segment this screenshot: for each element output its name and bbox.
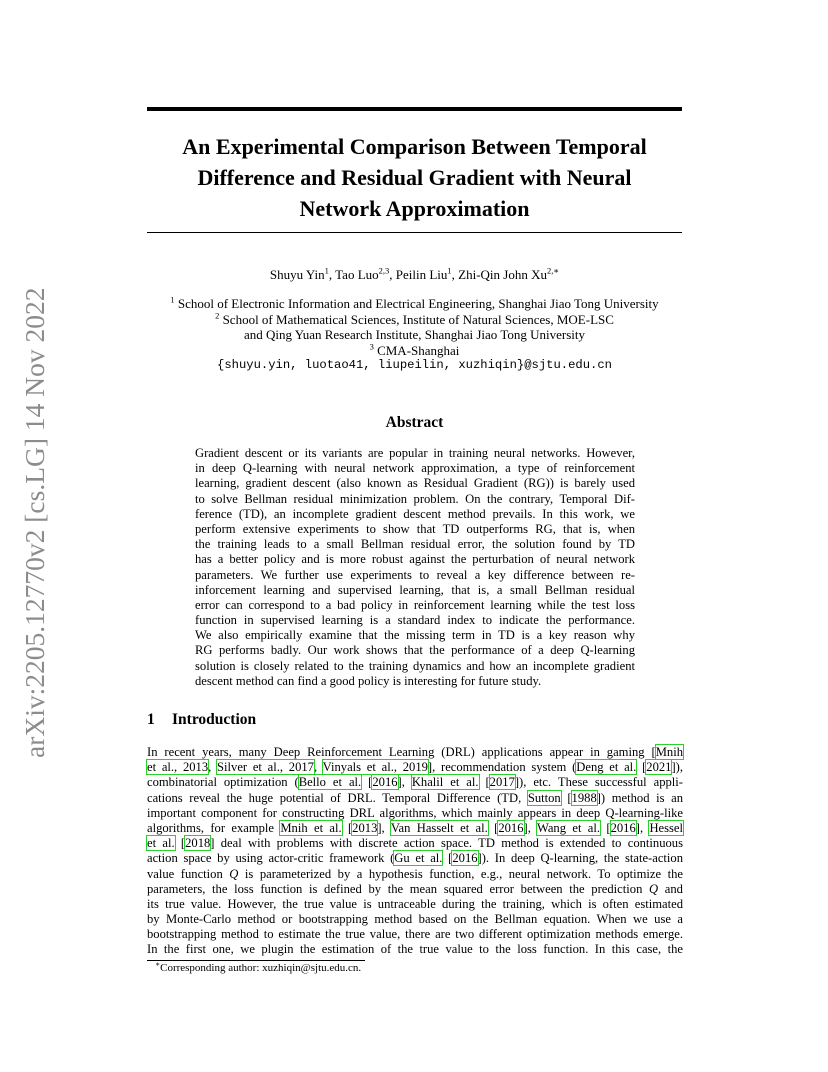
author-name: Zhi-Qin John Xu [458, 267, 547, 282]
affiliations [147, 296, 682, 374]
math-symbol: Q [229, 866, 239, 881]
affiliation-text: School of Electronic Information and Electrical Engineering, Shanghai Jiao Tong University [177, 296, 659, 311]
citation-link[interactable]: Bello et al. [298, 775, 362, 790]
citation-link[interactable]: Deng et al. [576, 760, 637, 775]
body-line: bootstrapping method to estimate the true value, there are two different optimization methods emerge. [147, 927, 683, 942]
section-number: 1 [147, 711, 155, 728]
footnote-rule [147, 960, 365, 961]
affiliation-mark: 2 [215, 310, 220, 321]
body-line: parameters, the loss function is defined by the mean squared error between the prediction Q and [147, 881, 683, 896]
abstract-line: Gradient descent or its variants are popular in training neural networks. However, [195, 446, 635, 460]
author-name: Shuyu Yin [269, 267, 325, 282]
affiliation-line [147, 312, 682, 328]
abstract-line: function in supervised learning is a standard index to indicate the performance. [195, 613, 635, 628]
affiliation-mark: 3 [369, 341, 374, 352]
section-title: Introduction [172, 711, 257, 728]
citation-link[interactable]: Mnih et al. [280, 820, 342, 835]
citation-link[interactable]: 2021 [646, 760, 672, 775]
citation-link[interactable]: 2018 [185, 836, 211, 851]
body-line: et al. [2018] deal with problems with discrete action space. TD method is extended to continuous [147, 836, 683, 851]
title-line: An Experimental Comparison Between Temporal [182, 134, 647, 159]
affiliation-line: and Qing Yuan Research Institute, Shanghai Jiao Tong University [243, 327, 585, 343]
body-line: action space by using actor-critic framework (Gu et al. [2016]). In deep Q-learning, the state-action [147, 851, 684, 866]
abstract-line: error can correspond to a bad policy in reinforcement learning while the test loss [195, 597, 635, 612]
body-line: important component for constructing DRL algorithms, which mainly appears in deep Q-learning-like [147, 805, 683, 820]
citation-link[interactable]: 2016 [498, 820, 524, 835]
abstract-line: ference (TD), an incomplete gradient descent method prevails. In this work, we [195, 506, 635, 521]
title-top-rule [147, 107, 682, 111]
abstract-line: We also empirically examine that the missing term in TD is a key reason why [195, 628, 635, 643]
citation-link[interactable]: Vinyals et al., 2019 [322, 760, 428, 775]
author-affiliation-mark: 2,3 [378, 265, 390, 276]
title-line: Difference and Residual Gradient with Neural [197, 165, 632, 190]
citation-link[interactable]: Gu et al. [394, 851, 443, 866]
abstract-line: learning, gradient descent (also known as Residual Gradient (RG)) is barely used [195, 476, 635, 491]
body-line: by Monte-Carlo method or bootstrapping method based on the Bellman equation. When we use a [147, 912, 683, 927]
body-line: In recent years, many Deep Reinforcement Learning (DRL) applications appear in gaming [Mnih [147, 745, 683, 759]
abstract-line: the training leads to a small Bellman residual error, the solution found by TD [195, 537, 635, 552]
citation-link[interactable]: Wang et al. [536, 820, 601, 835]
arxiv-identifier: arXiv:2205.12770v2 [cs.LG] 14 Nov 2022 [19, 287, 50, 758]
footnote-text: Corresponding author: xuzhiqin@sjtu.edu.cn. [160, 962, 362, 974]
author-name: Tao Luo [335, 267, 379, 282]
author-affiliation-mark: 1 [447, 265, 452, 276]
citation-link[interactable]: 2016 [372, 775, 398, 790]
affiliation-line [147, 343, 682, 359]
abstract-line: descent method can find a good policy is interesting for future study. [195, 673, 542, 688]
title-line: Network Approximation [299, 196, 530, 221]
citation-link[interactable]: Hessel [649, 820, 684, 835]
body-line: value function Q is parameterized by a hypothesis function, e.g., neural network. To optimize the [147, 866, 684, 881]
abstract-line: to solve Bellman residual minimization problem. On the contrary, Temporal Dif- [195, 491, 635, 506]
body-line: algorithms, for example Mnih et al. [2013], Van Hasselt et al. [2016], Wang et al. [2016], Hessel [147, 820, 684, 835]
citation-link[interactable]: 2013 [352, 820, 378, 835]
citation-link[interactable]: Khalil et al. [411, 775, 479, 790]
abstract-line: perform extensive experiments to show that TD outperforms RG, that is, when [195, 521, 635, 536]
abstract-line: inforcement learning and supervised learning, that is, a small Bellman residual [195, 582, 635, 597]
abstract-line: in deep Q-learning with neural network approximation, a type of reinforcement [195, 461, 635, 476]
introduction-body [147, 745, 683, 958]
author-name: Peilin Liu [395, 267, 448, 282]
citation-link[interactable]: Van Hasselt et al. [390, 820, 488, 835]
citation-link[interactable]: et al. [147, 836, 175, 851]
body-line: et al., 2013, Silver et al., 2017, Vinyals et al., 2019], recommendation system (Deng et al. [2021]), [147, 760, 684, 775]
body-line: its true value. However, the true value is untraceable during the training, which is often estimated [147, 896, 683, 911]
abstract-line: RG performs badly. Our work shows that the performance of a deep Q-learning [195, 643, 635, 658]
abstract-line: has a better policy and is more robust against the perturbation of neural network [195, 552, 635, 567]
footnote-mark: ∗ [155, 959, 161, 969]
citation-link[interactable]: 2016 [452, 851, 478, 866]
citation-link[interactable]: Silver et al., 2017 [217, 760, 314, 775]
footnote [155, 959, 362, 975]
citation-link[interactable]: 2016 [610, 820, 636, 835]
body-line: combinatorial optimization (Bello et al. [2016], Khalil et al. [2017]), etc. These successful appli- [147, 775, 683, 790]
affiliation-text: School of Mathematical Sciences, Institute of Natural Sciences, MOE-LSC [222, 311, 614, 327]
author-affiliation-mark: 1 [324, 265, 329, 276]
author-emails: {shuyu.yin, luotao41, liupeilin, xuzhiqin}@sjtu.edu.cn [217, 358, 612, 373]
citation-link[interactable]: 2017 [489, 775, 515, 790]
citation-link[interactable]: et al., 2013 [147, 760, 209, 775]
citation-link[interactable]: 1988 [571, 790, 597, 805]
abstract-body [195, 446, 635, 689]
paper-title [147, 131, 682, 224]
title-bottom-rule [147, 232, 682, 233]
math-symbol: Q [649, 881, 659, 896]
abstract-heading: Abstract [385, 414, 444, 431]
body-line: cations reveal the huge potential of DRL. Temporal Difference (TD, Sutton [1988]) method is an [147, 790, 683, 805]
section-heading [147, 711, 256, 729]
body-line: In the first one, we plugin the estimation of the true value to the loss function. In this case, the [147, 942, 683, 957]
citation-link[interactable]: Sutton [527, 790, 561, 805]
abstract-line: parameters. We further use experiments to reveal a key difference between re- [195, 567, 635, 582]
affiliation-line [147, 296, 682, 312]
author-list: Shuyu Yin$^1$, Tao Luo$^{2,3}$, Peilin Liu$^1$, Zhi-Qin John $Xu^{2,∗}$ [269, 265, 560, 282]
author-affiliation-mark: 2,∗ [547, 265, 560, 276]
affiliation-text: CMA-Shanghai [377, 342, 460, 358]
affiliation-mark: 1 [170, 294, 175, 305]
citation-link[interactable]: Mnih [655, 745, 683, 759]
abstract-line: solution is closely related to the training dynamics and how an incomplete gradient [195, 658, 635, 673]
